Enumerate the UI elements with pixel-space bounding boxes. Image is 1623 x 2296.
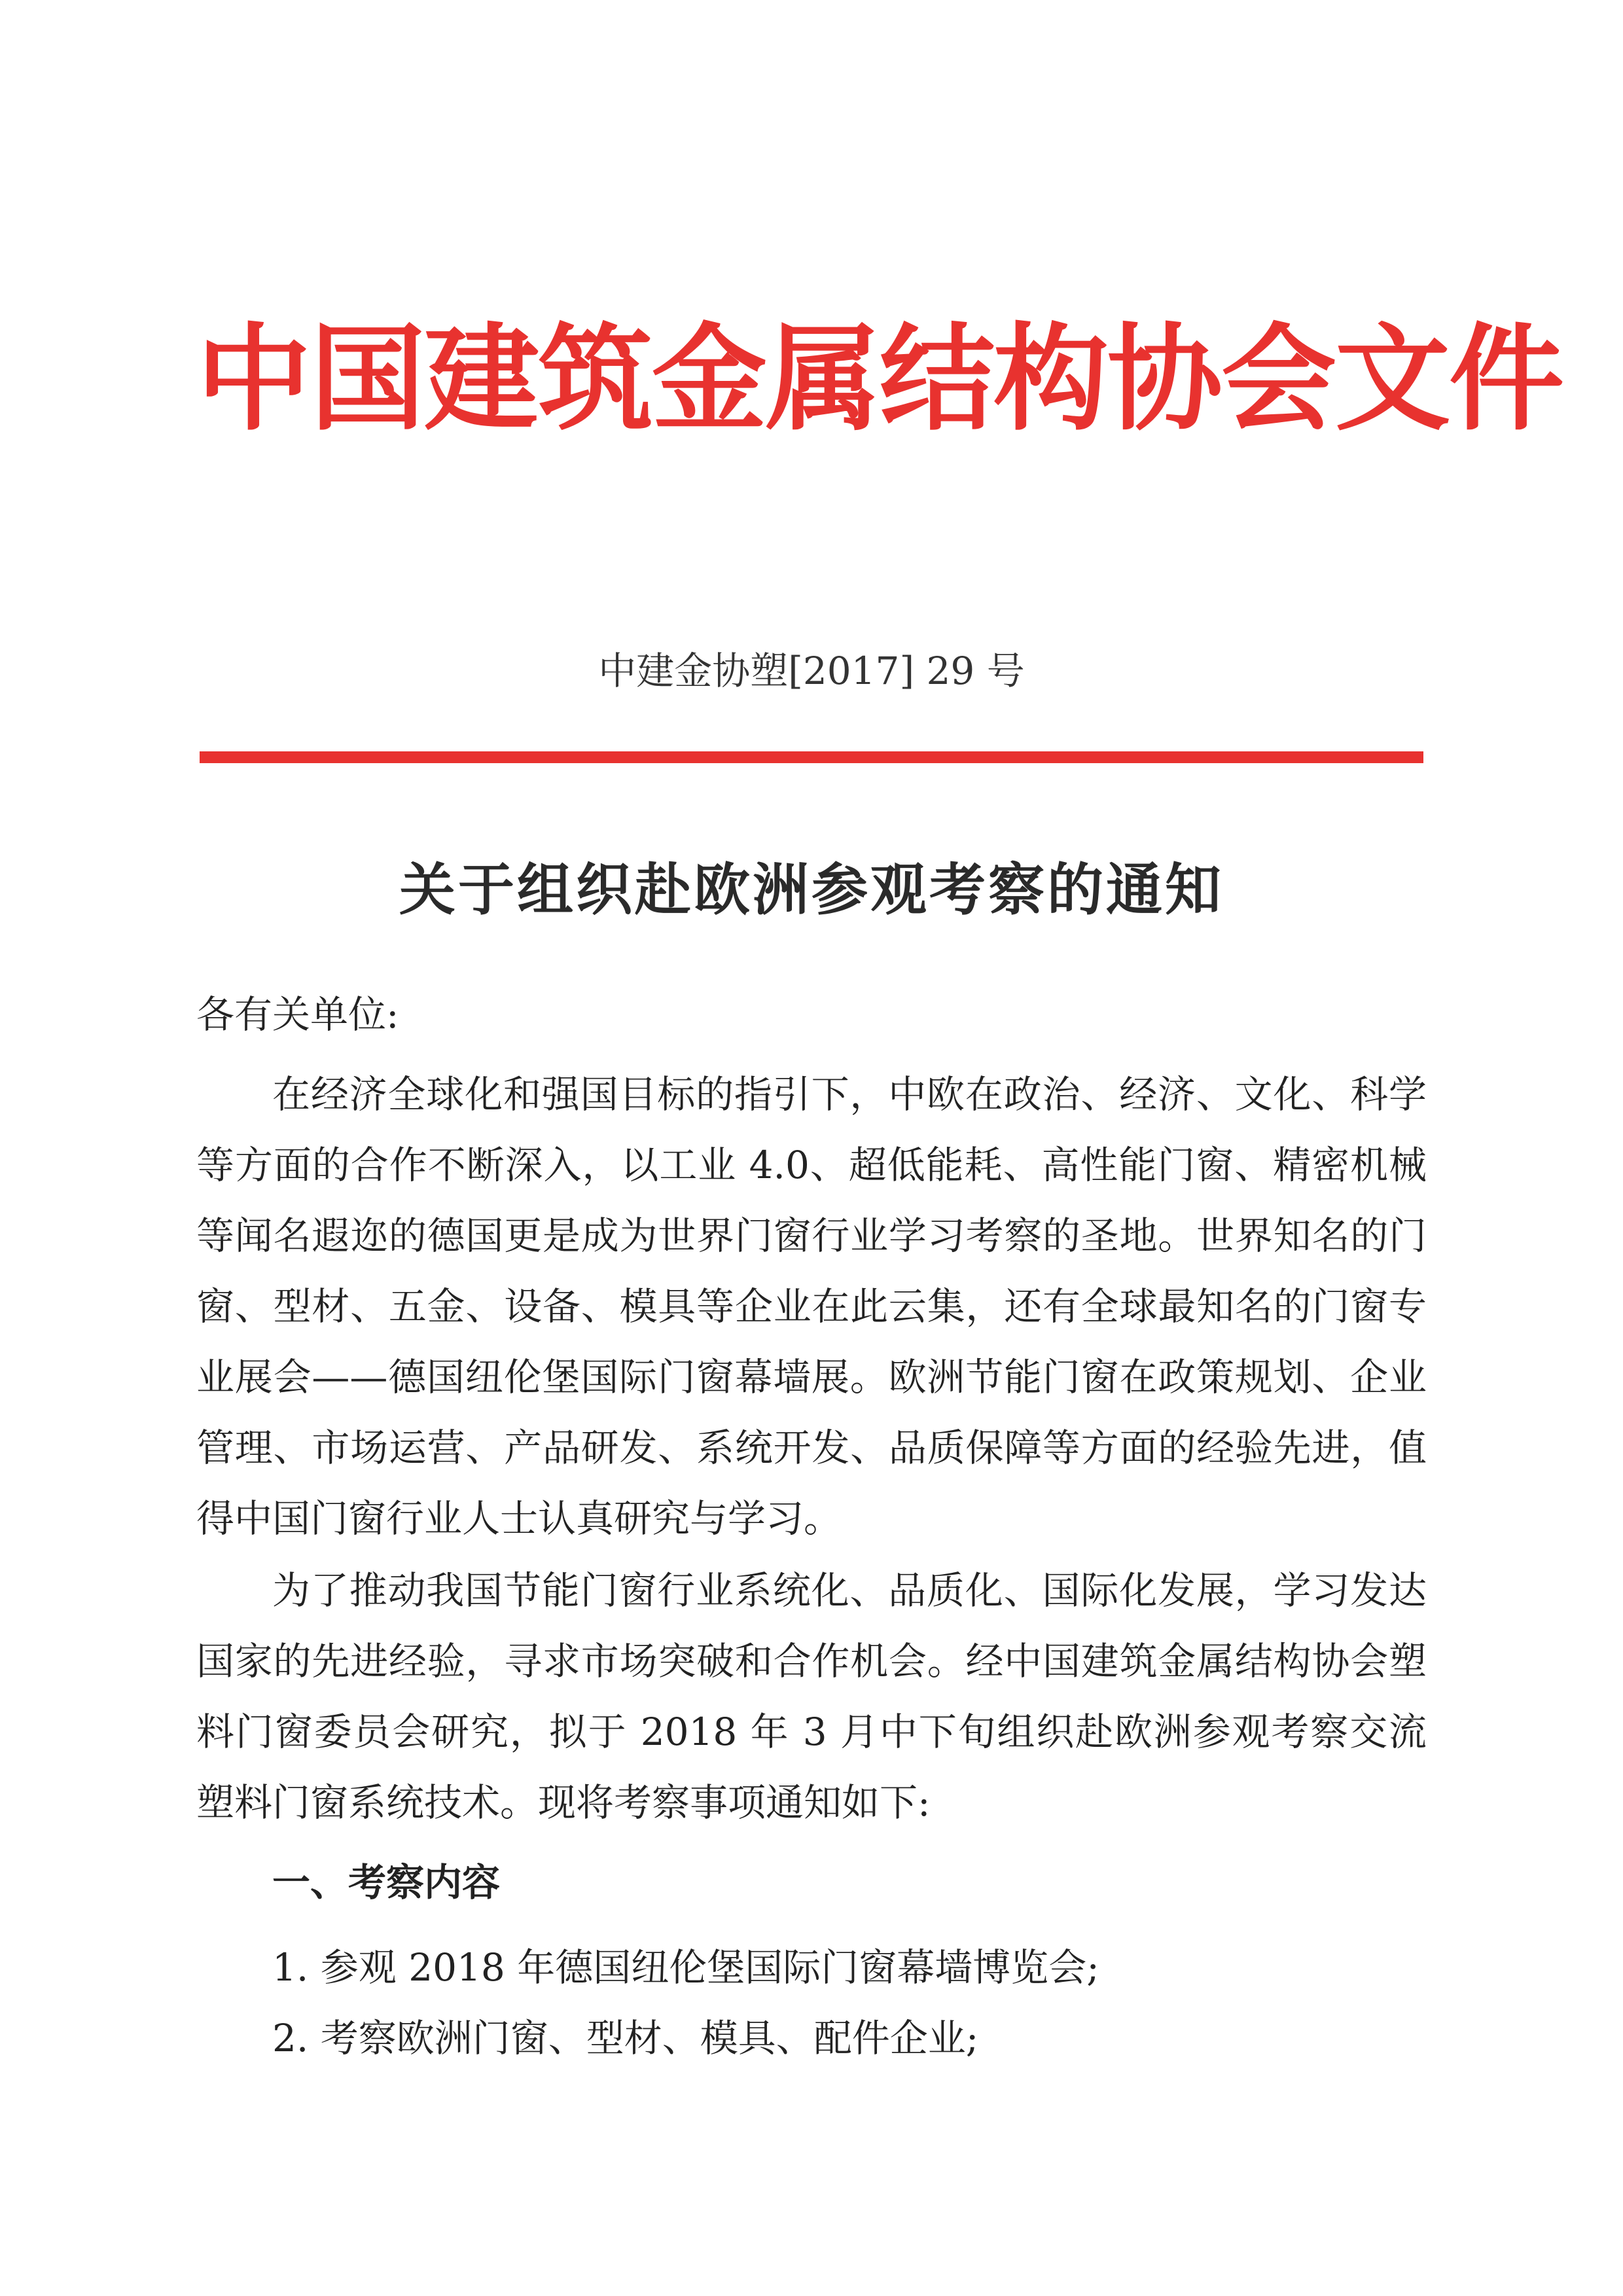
body-paragraph-2 <box>196 1555 1427 1838</box>
org-header-title: 中国建筑金属结构协会文件 <box>196 312 1563 446</box>
document-number: 中建金协塑[2017] 29 号 <box>598 649 1025 693</box>
paragraph-text: 为了推动我国节能门窗行业系统化、品质化、国际化发展，学习发达国家的先进经验，寻求市场突破和合作机会。经中国建筑金属结构协会塑料门窗委员会研究，拟于 2018 年 3 月中下旬组织赴欧洲参观考察交流塑料门窗系统技术。现将考察事项通知如下: <box>196 1568 1427 1825</box>
list-item: 1. 参观 2018 年德国纽伦堡国际门窗幕墙博览会; <box>272 1945 1099 1990</box>
body-paragraph-1 <box>196 1059 1427 1554</box>
paragraph-text: 在经济全球化和强国目标的指引下，中欧在政治、经济、文化、科学等方面的合作不断深入，以工业 4.0、超低能耗、高性能门窗、精密机械等闻名遐迩的德国更是成为世界门窗行业学习考察的圣地。世界知名的门窗、型材、五金、设备、模具等企业在此云集，还有全球最知名的门窗专业展会——德国纽伦堡国际门窗幕墙展。欧洲节能门窗在政策规划、企业管理、市场运营、产品研发、系统开发、品质保障等方面的经验先进，值得中国门窗行业人士认真研究与学习。 <box>196 1072 1427 1541</box>
list-item: 2. 考察欧洲门窗、型材、模具、配件企业; <box>272 2016 979 2060</box>
salutation: 各有关单位: <box>196 992 399 1037</box>
notice-title: 关于组织赴欧洲参观考察的通知 <box>399 857 1224 923</box>
red-divider-rule <box>200 751 1423 763</box>
section-heading: 一、考察内容 <box>272 1860 501 1905</box>
